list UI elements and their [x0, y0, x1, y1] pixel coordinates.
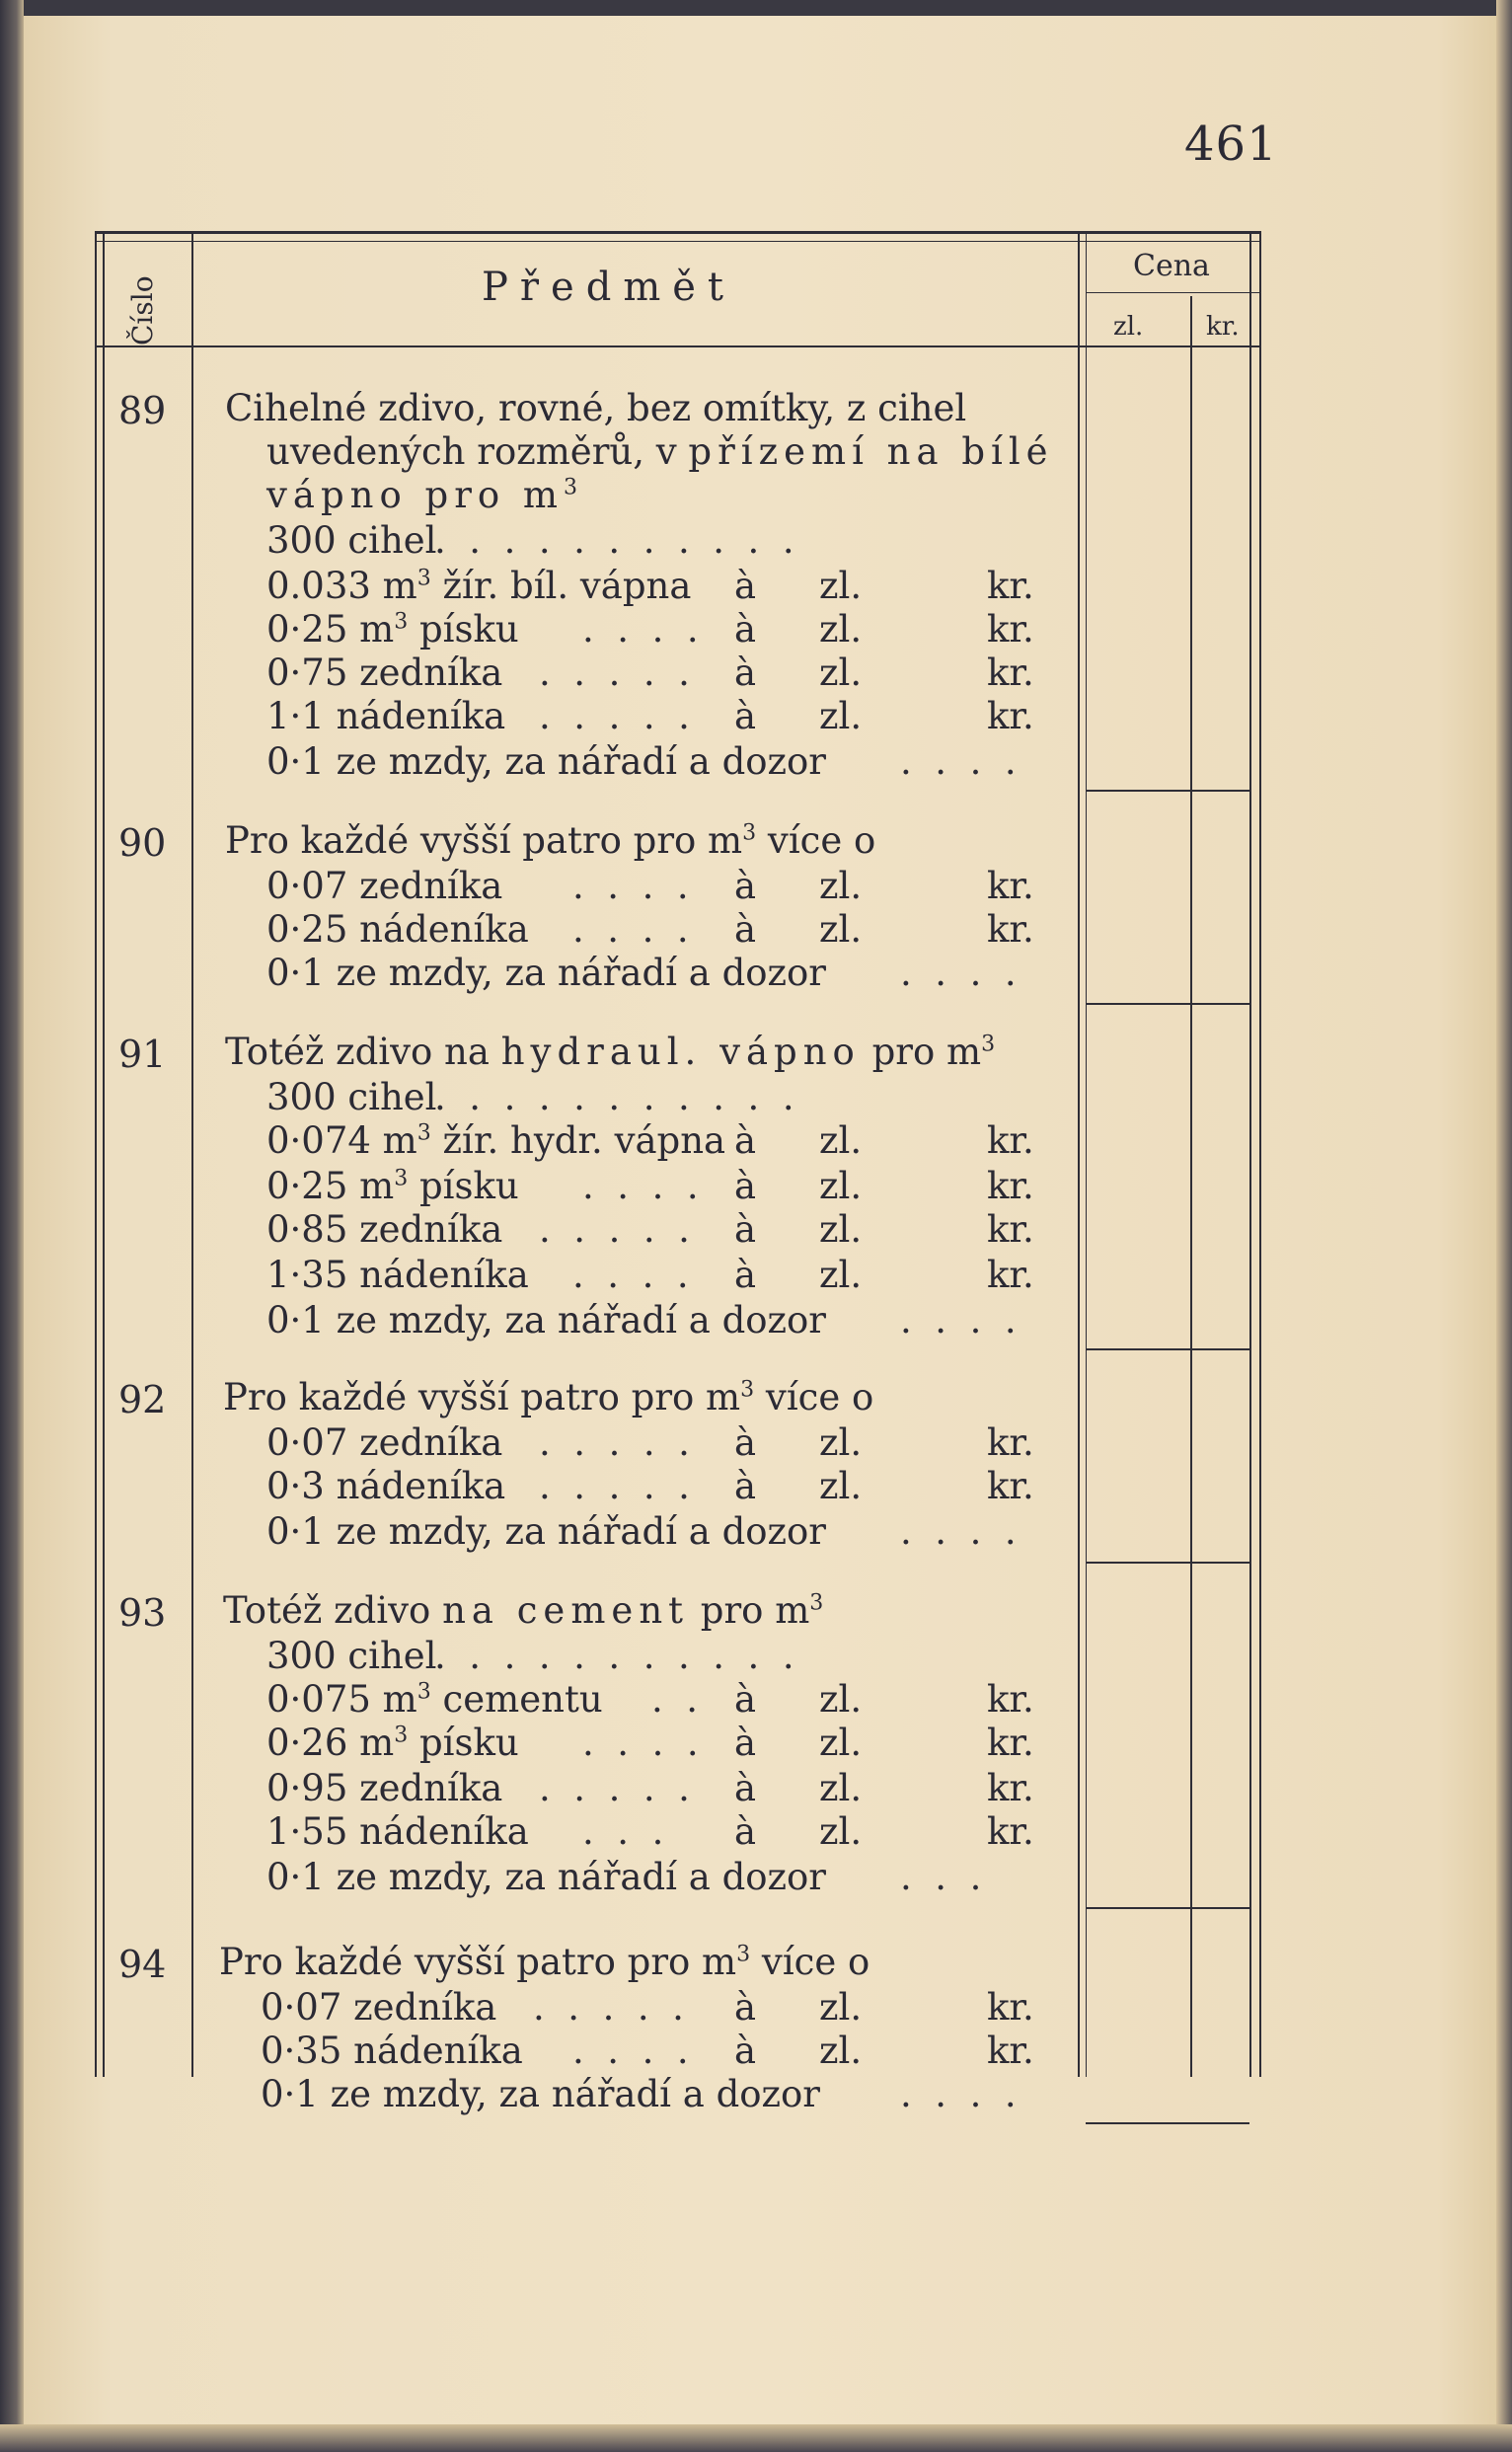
- leader-dots: . . . .: [572, 865, 689, 907]
- leader-dots: . . . . .: [539, 1767, 690, 1809]
- unit-kr: kr.: [987, 1208, 1034, 1251]
- item-description: Totéž zdivo na hydraul. vápno pro $m^3$: [225, 1031, 996, 1073]
- unit-kr: kr.: [987, 1119, 1034, 1162]
- labor-line: 0·07 zedníka: [266, 1421, 503, 1464]
- column-header-number: Číslo: [126, 275, 159, 345]
- unit-kr: kr.: [987, 2030, 1034, 2072]
- total-rule: [1086, 790, 1249, 792]
- leader-dots: . . . . .: [539, 1208, 690, 1251]
- unit-a: à: [734, 1208, 757, 1251]
- subject-column-rule: [1078, 231, 1080, 2077]
- unit-zl: zl.: [819, 1722, 863, 1764]
- labor-line: 0·07 zedníka: [261, 1986, 497, 2029]
- wages-line: 0·1 ze mzdy, za nářadí a dozor: [266, 952, 826, 994]
- item-number: 91: [118, 1033, 167, 1076]
- leader-dots: . . . . . . . . . . .: [434, 519, 794, 562]
- leader-dots: . . .: [582, 1810, 664, 1853]
- bricks-line: 300 cihel: [266, 519, 437, 562]
- unit-kr: kr.: [987, 651, 1034, 694]
- labor-line: 1·1 nádeníka: [266, 695, 506, 737]
- unit-a: à: [734, 1986, 757, 2029]
- unit-a: à: [734, 1254, 757, 1296]
- unit-a: à: [734, 651, 757, 694]
- item-number: 89: [118, 389, 167, 432]
- unit-kr: kr.: [987, 1254, 1034, 1296]
- unit-kr: kr.: [987, 565, 1034, 607]
- unit-a: à: [734, 1421, 757, 1464]
- unit-a: à: [734, 1465, 757, 1507]
- leader-dots: . . . .: [582, 608, 699, 651]
- total-rule: [1086, 1348, 1249, 1350]
- book-page: [24, 16, 1496, 2424]
- leader-dots: . . . .: [900, 952, 1017, 994]
- item-description: Cihelné zdivo, rovné, bez omítky, z cihel: [225, 387, 967, 429]
- labor-line: 0·95 zedníka: [266, 1767, 503, 1809]
- labor-line: 1·35 nádeníka: [266, 1254, 529, 1296]
- book-spine: [0, 0, 24, 2452]
- unit-a: à: [734, 695, 757, 737]
- unit-zl: zl.: [819, 1421, 863, 1464]
- item-number: 93: [118, 1591, 167, 1635]
- total-rule: [1086, 1003, 1249, 1005]
- unit-zl: zl.: [819, 608, 863, 651]
- leader-dots: . . . .: [582, 1722, 699, 1764]
- unit-kr: kr.: [987, 1465, 1034, 1507]
- scan-right-edge: [1496, 0, 1512, 2452]
- unit-kr: kr.: [987, 1678, 1034, 1721]
- unit-zl: zl.: [819, 651, 863, 694]
- unit-a: à: [734, 1767, 757, 1809]
- leader-dots: . . . . .: [533, 1986, 684, 2029]
- unit-a: à: [734, 1119, 757, 1162]
- price-subheader-rule: [1086, 292, 1261, 293]
- leader-dots: . . . .: [900, 1510, 1017, 1553]
- left-outer-rule: [95, 231, 97, 2077]
- material-line: 0·25 $m^3$ písku: [266, 608, 519, 651]
- total-rule: [1086, 1562, 1249, 1564]
- unit-zl: zl.: [819, 1465, 863, 1507]
- item-description: Pro každé vyšší patro pro $m^3$ více o: [225, 819, 876, 862]
- unit-kr: kr.: [987, 865, 1034, 907]
- right-inner-rule: [1249, 231, 1251, 2077]
- labor-line: 0·75 zedníka: [266, 651, 503, 694]
- unit-zl: zl.: [819, 1119, 863, 1162]
- labor-line: 1·55 nádeníka: [266, 1810, 529, 1853]
- labor-line: 0·35 nádeníka: [261, 2030, 523, 2072]
- labor-line: 0·3 nádeníka: [266, 1465, 506, 1507]
- unit-kr: kr.: [987, 695, 1034, 737]
- material-line: 0·074 $m^3$ žír. hydr. vápna: [266, 1119, 726, 1162]
- unit-a: à: [734, 565, 757, 607]
- unit-zl: zl.: [819, 1810, 863, 1853]
- number-column-rule: [191, 231, 193, 2077]
- leader-dots: . . . .: [572, 908, 689, 951]
- leader-dots: . . . . .: [539, 1465, 690, 1507]
- material-line: 0·26 $m^3$ písku: [266, 1722, 519, 1764]
- labor-line: 0·85 zedníka: [266, 1208, 503, 1251]
- subject-column-rule-thin: [1086, 231, 1087, 2077]
- item-description: Totéž zdivo na cement pro $m^3$: [223, 1589, 824, 1632]
- unit-kr: kr.: [987, 1165, 1034, 1207]
- leader-dots: . . . .: [900, 740, 1017, 783]
- unit-zl: zl.: [819, 565, 863, 607]
- unit-zl: zl.: [819, 2030, 863, 2072]
- leader-dots: . . .: [900, 1856, 982, 1898]
- left-inner-rule: [103, 231, 105, 2077]
- total-rule: [1086, 2122, 1249, 2124]
- unit-kr: kr.: [987, 908, 1034, 951]
- leader-dots: . . . . . . . . . . .: [434, 1635, 794, 1677]
- unit-a: à: [734, 1165, 757, 1207]
- unit-a: à: [734, 1678, 757, 1721]
- unit-kr: kr.: [987, 1722, 1034, 1764]
- unit-zl: zl.: [819, 908, 863, 951]
- labor-line: 0·25 nádeníka: [266, 908, 529, 951]
- wages-line: 0·1 ze mzdy, za nářadí a dozor: [261, 2073, 820, 2115]
- unit-zl: zl.: [819, 1254, 863, 1296]
- column-header-kr: kr.: [1206, 312, 1240, 342]
- bricks-line: 300 cihel: [266, 1635, 437, 1677]
- item-description: uvedených rozměrů, v přízemí na bílé: [266, 430, 1054, 473]
- unit-kr: kr.: [987, 1421, 1034, 1464]
- unit-a: à: [734, 1810, 757, 1853]
- unit-kr: kr.: [987, 1767, 1034, 1809]
- unit-kr: kr.: [987, 1810, 1034, 1853]
- unit-zl: zl.: [819, 865, 863, 907]
- unit-kr: kr.: [987, 608, 1034, 651]
- leader-dots: . . . . .: [539, 695, 690, 737]
- column-header-zl: zl.: [1113, 312, 1144, 342]
- unit-zl: zl.: [819, 1678, 863, 1721]
- total-rule: [1086, 1907, 1249, 1909]
- unit-zl: zl.: [819, 1986, 863, 2029]
- page-number: 461: [1184, 116, 1278, 172]
- item-number: 92: [118, 1378, 167, 1421]
- material-line: 0·25 $m^3$ písku: [266, 1165, 519, 1207]
- unit-a: à: [734, 2030, 757, 2072]
- leader-dots: . .: [651, 1678, 699, 1721]
- leader-dots: . . . .: [572, 1254, 689, 1296]
- zl-kr-divider: [1190, 296, 1192, 2077]
- unit-zl: zl.: [819, 1208, 863, 1251]
- item-description: vápno pro $m^3$: [266, 474, 584, 516]
- leader-dots: . . . . .: [539, 651, 690, 694]
- unit-a: à: [734, 908, 757, 951]
- scan-top-edge: [0, 0, 1512, 16]
- leader-dots: . . . .: [900, 2073, 1017, 2115]
- item-description: Pro každé vyšší patro pro $m^3$ více o: [219, 1941, 870, 1983]
- item-number: 94: [118, 1943, 167, 1986]
- scan-bottom-edge: [0, 2424, 1512, 2452]
- item-description: Pro každé vyšší patro pro $m^3$ více o: [223, 1376, 874, 1418]
- wages-line: 0·1 ze mzdy, za nářadí a dozor: [266, 740, 826, 783]
- bricks-line: 300 cihel: [266, 1076, 437, 1118]
- item-number: 90: [118, 821, 167, 865]
- wages-line: 0·1 ze mzdy, za nářadí a dozor: [266, 1299, 826, 1341]
- leader-dots: . . . .: [582, 1165, 699, 1207]
- unit-a: à: [734, 1722, 757, 1764]
- material-line: 0·075 $m^3$ cementu: [266, 1678, 603, 1721]
- labor-line: 0·07 zedníka: [266, 865, 503, 907]
- unit-a: à: [734, 608, 757, 651]
- wages-line: 0·1 ze mzdy, za nářadí a dozor: [266, 1510, 826, 1553]
- leader-dots: . . . .: [572, 2030, 689, 2072]
- column-header-price: Cena: [1133, 249, 1210, 283]
- unit-kr: kr.: [987, 1986, 1034, 2029]
- material-line: 0.033 $m^3$ žír. bíl. vápna: [266, 565, 692, 607]
- leader-dots: . . . .: [900, 1299, 1017, 1341]
- right-outer-rule: [1259, 231, 1261, 2077]
- wages-line: 0·1 ze mzdy, za nářadí a dozor: [266, 1856, 826, 1898]
- leader-dots: . . . . .: [539, 1421, 690, 1464]
- unit-zl: zl.: [819, 1165, 863, 1207]
- leader-dots: . . . . . . . . . . .: [434, 1076, 794, 1118]
- unit-a: à: [734, 865, 757, 907]
- unit-zl: zl.: [819, 1767, 863, 1809]
- unit-zl: zl.: [819, 695, 863, 737]
- column-header-subject: Předmět: [482, 265, 735, 310]
